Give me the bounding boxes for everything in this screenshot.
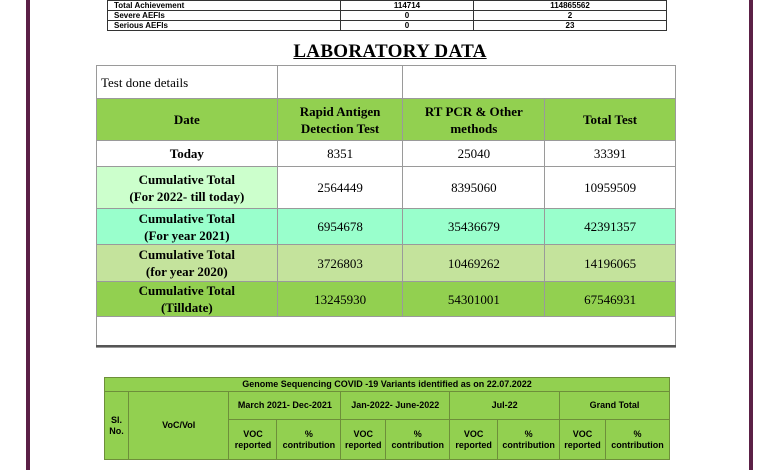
header-row — [97, 99, 676, 141]
table-row — [97, 141, 676, 167]
cell-total: 14196065 — [545, 245, 676, 282]
cell-total: 10959509 — [545, 167, 676, 209]
aefi-value: 0 — [341, 21, 474, 31]
col-header-total: Total Test — [545, 99, 676, 141]
table-row — [108, 1, 667, 11]
table-row — [97, 209, 676, 245]
cell-rtpcr: 35436679 — [403, 209, 545, 245]
cell-rat: 13245930 — [277, 282, 403, 317]
period-header: Jan-2022- June-2022 — [341, 392, 450, 420]
aefi-label: Serious AEFIs — [108, 21, 341, 31]
table-row — [108, 21, 667, 31]
col-header-rat: Rapid Antigen Detection Test — [277, 99, 403, 141]
table-row — [97, 245, 676, 282]
sub-header: VOC reported — [450, 420, 498, 460]
col-header-slno: Sl. No. — [105, 392, 129, 460]
cell-rat: 3726803 — [277, 245, 403, 282]
cell-rtpcr: 25040 — [403, 141, 545, 167]
cell-rtpcr: 54301001 — [403, 282, 545, 317]
cell-rat: 6954678 — [277, 209, 403, 245]
table-row — [97, 282, 676, 317]
col-header-rtpcr: RT PCR & Other methods — [403, 99, 545, 141]
table-row — [97, 66, 676, 99]
genome-table — [104, 377, 670, 460]
cell-rat: 2564449 — [277, 167, 403, 209]
divider — [96, 345, 676, 347]
table-row — [105, 378, 670, 392]
aefi-value: 0 — [341, 11, 474, 21]
section-label: Test done details — [97, 66, 278, 99]
row-label: Cumulative Total (Tilldate) — [97, 282, 278, 317]
aefi-value: 2 — [474, 11, 667, 21]
aefi-value: 23 — [474, 21, 667, 31]
period-header: Grand Total — [560, 392, 670, 420]
cell-rtpcr: 10469262 — [403, 245, 545, 282]
period-header: Jul-22 — [450, 392, 560, 420]
sub-header: % contribution — [277, 420, 341, 460]
empty-cell — [403, 66, 676, 99]
sub-header: VOC reported — [341, 420, 386, 460]
aefi-label: Severe AEFIs — [108, 11, 341, 21]
sub-header: % contribution — [386, 420, 450, 460]
sub-header: VOC reported — [229, 420, 277, 460]
table-row — [108, 11, 667, 21]
col-header-voc: VoC/VoI — [128, 392, 229, 460]
empty-row — [97, 317, 676, 348]
aefi-value: 114714 — [341, 1, 474, 11]
aefi-value: 114865562 — [474, 1, 667, 11]
table-row — [97, 167, 676, 209]
cell-rat: 8351 — [277, 141, 403, 167]
cell-total: 67546931 — [545, 282, 676, 317]
empty-cell — [277, 66, 403, 99]
table-row — [97, 317, 676, 348]
aefi-label: Total Achievement — [108, 1, 341, 11]
row-label: Cumulative Total (For 2022- till today) — [97, 167, 278, 209]
aefi-table — [107, 0, 667, 31]
row-label: Cumulative Total (For year 2021) — [97, 209, 278, 245]
period-header: March 2021- Dec-2021 — [229, 392, 341, 420]
col-header-date: Date — [97, 99, 278, 141]
sub-header: % contribution — [498, 420, 560, 460]
row-label: Cumulative Total (for year 2020) — [97, 245, 278, 282]
table-row — [105, 392, 670, 420]
lab-title: LABORATORY DATA — [293, 41, 487, 62]
row-label: Today — [97, 141, 278, 167]
sub-header: VOC reported — [560, 420, 606, 460]
laboratory-table — [96, 65, 676, 348]
cell-total: 42391357 — [545, 209, 676, 245]
cell-total: 33391 — [545, 141, 676, 167]
sub-header: % contribution — [605, 420, 669, 460]
genome-title: Genome Sequencing COVID -19 Variants identified as on 22.07.2022 — [105, 378, 670, 392]
cell-rtpcr: 8395060 — [403, 167, 545, 209]
page-frame-left — [26, 0, 30, 470]
page-frame-right — [749, 0, 753, 470]
